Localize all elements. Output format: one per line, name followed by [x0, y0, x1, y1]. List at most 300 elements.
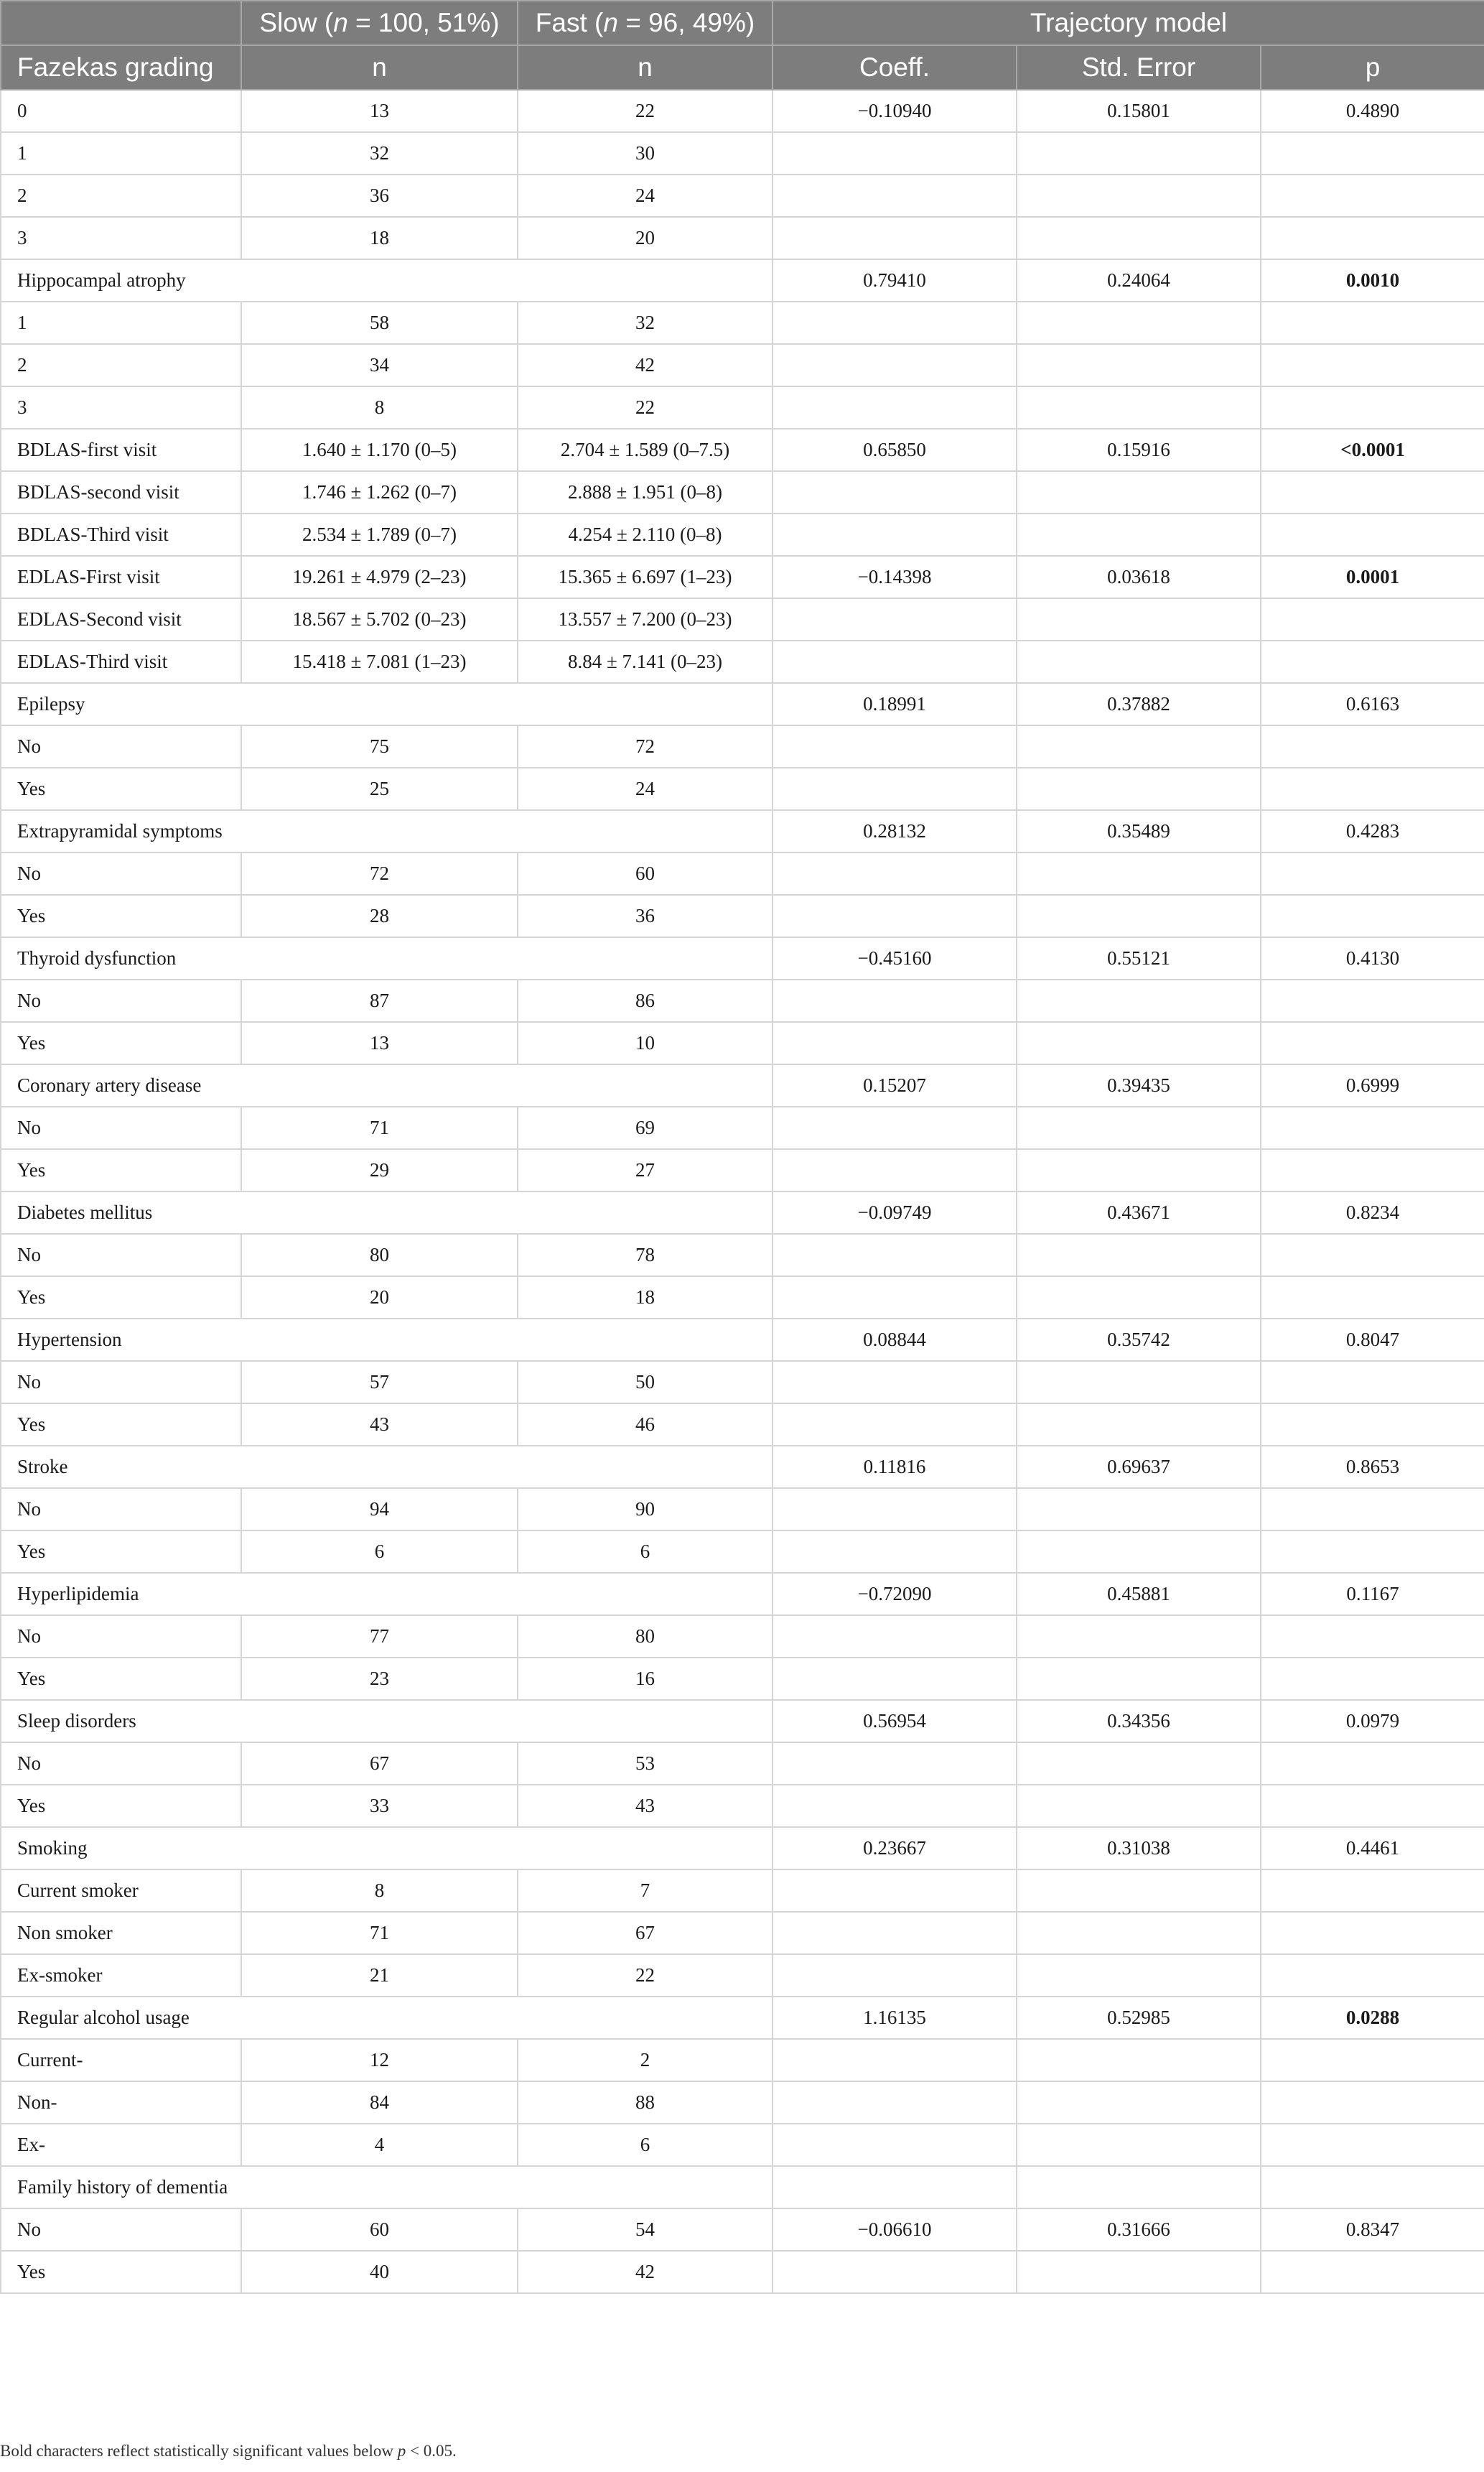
cell-se	[1017, 386, 1261, 429]
cell-coeff	[773, 514, 1017, 556]
cell-coeff	[773, 302, 1017, 344]
header-col-fast: n	[518, 45, 773, 90]
cell-se: 0.35742	[1017, 1319, 1261, 1361]
row-label: No	[1, 1742, 241, 1785]
row-label: Hyperlipidemia	[1, 1573, 773, 1615]
cell-slow: 18	[241, 217, 518, 259]
row-label: No	[1, 1361, 241, 1403]
cell-fast: 13.557 ± 7.200 (0–23)	[518, 598, 773, 641]
cell-fast: 2.888 ± 1.951 (0–8)	[518, 471, 773, 514]
cell-slow: 13	[241, 90, 518, 132]
table-section-row	[1, 683, 1484, 725]
cell-coeff	[773, 1658, 1017, 1700]
cell-coeff	[773, 2251, 1017, 2293]
header-slow-group: Slow (n = 100, 51%)	[241, 1, 518, 45]
cell-coeff: −0.72090	[773, 1573, 1017, 1615]
cell-coeff	[773, 2081, 1017, 2124]
cell-coeff	[773, 1361, 1017, 1403]
cell-se	[1017, 598, 1261, 641]
cell-fast: 18	[518, 1276, 773, 1319]
cell-coeff: 0.79410	[773, 259, 1017, 302]
row-label: EDLAS-Second visit	[1, 598, 241, 641]
cell-se	[1017, 1742, 1261, 1785]
cell-se	[1017, 895, 1261, 937]
table-row	[1, 344, 1484, 386]
row-label: BDLAS-first visit	[1, 429, 241, 471]
cell-se: 0.15801	[1017, 90, 1261, 132]
cell-coeff	[773, 1022, 1017, 1064]
cell-p: 0.8653	[1261, 1446, 1484, 1488]
cell-se: 0.15916	[1017, 429, 1261, 471]
cell-coeff	[773, 1149, 1017, 1191]
cell-fast: 32	[518, 302, 773, 344]
cell-coeff	[773, 768, 1017, 810]
cell-se	[1017, 1954, 1261, 1997]
row-label: Non-	[1, 2081, 241, 2124]
header-row-groups	[1, 1, 1484, 45]
cell-p: 0.6999	[1261, 1064, 1484, 1107]
row-label: Stroke	[1, 1446, 773, 1488]
cell-p: 0.4130	[1261, 937, 1484, 980]
row-label: 3	[1, 217, 241, 259]
cell-se	[1017, 1403, 1261, 1446]
row-label: Yes	[1, 1785, 241, 1827]
cell-fast: 22	[518, 386, 773, 429]
cell-p: 0.8347	[1261, 2208, 1484, 2251]
cell-p	[1261, 2081, 1484, 2124]
cell-se	[1017, 1658, 1261, 1700]
cell-p	[1261, 768, 1484, 810]
cell-p	[1261, 2124, 1484, 2166]
row-label: Ex-smoker	[1, 1954, 241, 1997]
cell-slow: 8	[241, 1869, 518, 1912]
table-row	[1, 1869, 1484, 1912]
cell-p: 0.0001	[1261, 556, 1484, 598]
cell-fast: 46	[518, 1403, 773, 1446]
cell-coeff	[773, 217, 1017, 259]
row-label: No	[1, 1615, 241, 1658]
cell-slow: 15.418 ± 7.081 (1–23)	[241, 641, 518, 683]
cell-fast: 86	[518, 980, 773, 1022]
row-label: Yes	[1, 1530, 241, 1573]
cell-se	[1017, 2081, 1261, 2124]
header-row-columns	[1, 45, 1484, 90]
cell-p	[1261, 1276, 1484, 1319]
row-label: 3	[1, 386, 241, 429]
cell-slow: 67	[241, 1742, 518, 1785]
cell-slow: 43	[241, 1403, 518, 1446]
cell-slow: 33	[241, 1785, 518, 1827]
header-trajectory-model: Trajectory model	[773, 1, 1484, 45]
row-label: 2	[1, 175, 241, 217]
row-label: No	[1, 852, 241, 895]
cell-slow: 80	[241, 1234, 518, 1276]
cell-slow: 72	[241, 852, 518, 895]
cell-p	[1261, 2039, 1484, 2081]
table-row	[1, 1361, 1484, 1403]
row-label: Hypertension	[1, 1319, 773, 1361]
cell-se: 0.24064	[1017, 259, 1261, 302]
cell-coeff	[773, 1403, 1017, 1446]
cell-coeff	[773, 2166, 1017, 2208]
cell-coeff	[773, 1530, 1017, 1573]
table-section-row	[1, 1997, 1484, 2039]
table-section-row	[1, 1700, 1484, 1742]
cell-p	[1261, 386, 1484, 429]
row-label: 2	[1, 344, 241, 386]
cell-coeff	[773, 2124, 1017, 2166]
cell-fast: 50	[518, 1361, 773, 1403]
table-section-row	[1, 937, 1484, 980]
table-row	[1, 980, 1484, 1022]
row-label: 1	[1, 132, 241, 175]
cell-fast: 8.84 ± 7.141 (0–23)	[518, 641, 773, 683]
table-row	[1, 1912, 1484, 1954]
cell-fast: 27	[518, 1149, 773, 1191]
cell-p	[1261, 1361, 1484, 1403]
cell-slow: 87	[241, 980, 518, 1022]
row-label: No	[1, 1234, 241, 1276]
cell-se	[1017, 132, 1261, 175]
row-label: Sleep disorders	[1, 1700, 773, 1742]
table-row	[1, 1742, 1484, 1785]
cell-coeff	[773, 2039, 1017, 2081]
cell-slow: 75	[241, 725, 518, 768]
cell-fast: 2.704 ± 1.589 (0–7.5)	[518, 429, 773, 471]
table-row	[1, 386, 1484, 429]
cell-coeff	[773, 1785, 1017, 1827]
row-label: Ex-	[1, 2124, 241, 2166]
row-label: Coronary artery disease	[1, 1064, 773, 1107]
table-body	[1, 90, 1484, 2293]
cell-se	[1017, 175, 1261, 217]
cell-p	[1261, 725, 1484, 768]
cell-fast: 69	[518, 1107, 773, 1149]
row-label: 1	[1, 302, 241, 344]
table-section-row	[1, 2166, 1484, 2208]
table-row	[1, 1530, 1484, 1573]
cell-coeff: −0.45160	[773, 937, 1017, 980]
cell-slow: 60	[241, 2208, 518, 2251]
table-row	[1, 2124, 1484, 2166]
row-label: Yes	[1, 1149, 241, 1191]
cell-se: 0.31666	[1017, 2208, 1261, 2251]
cell-se	[1017, 641, 1261, 683]
cell-coeff	[773, 1869, 1017, 1912]
row-label: Yes	[1, 1022, 241, 1064]
cell-coeff	[773, 471, 1017, 514]
cell-slow: 1.640 ± 1.170 (0–5)	[241, 429, 518, 471]
cell-p	[1261, 1912, 1484, 1954]
cell-se	[1017, 980, 1261, 1022]
table-footnote: Bold characters reflect statistically significant values below p < 0.05.	[0, 2442, 457, 2460]
cell-p: 0.8047	[1261, 1319, 1484, 1361]
cell-slow: 29	[241, 1149, 518, 1191]
cell-p	[1261, 1488, 1484, 1530]
cell-se	[1017, 768, 1261, 810]
table-row	[1, 852, 1484, 895]
table-section-row	[1, 259, 1484, 302]
cell-se	[1017, 852, 1261, 895]
cell-se	[1017, 1912, 1261, 1954]
cell-p	[1261, 1785, 1484, 1827]
cell-coeff	[773, 725, 1017, 768]
row-label: Yes	[1, 1403, 241, 1446]
cell-slow: 94	[241, 1488, 518, 1530]
table-row	[1, 1022, 1484, 1064]
row-label: No	[1, 2208, 241, 2251]
cell-p	[1261, 1658, 1484, 1700]
cell-fast: 22	[518, 1954, 773, 1997]
cell-fast: 30	[518, 132, 773, 175]
cell-p: 0.1167	[1261, 1573, 1484, 1615]
table-section-row	[1, 1573, 1484, 1615]
table-row	[1, 429, 1484, 471]
cell-se	[1017, 1488, 1261, 1530]
cell-coeff	[773, 641, 1017, 683]
row-label: No	[1, 1488, 241, 1530]
cell-coeff: 0.28132	[773, 810, 1017, 852]
row-label: Yes	[1, 2251, 241, 2293]
table-row	[1, 556, 1484, 598]
cell-coeff: 0.23667	[773, 1827, 1017, 1869]
cell-p	[1261, 132, 1484, 175]
row-label: Regular alcohol usage	[1, 1997, 773, 2039]
cell-slow: 25	[241, 768, 518, 810]
cell-coeff	[773, 1742, 1017, 1785]
row-label: Yes	[1, 1276, 241, 1319]
row-label: EDLAS-Third visit	[1, 641, 241, 683]
table-row	[1, 2251, 1484, 2293]
table-row	[1, 175, 1484, 217]
cell-p	[1261, 1954, 1484, 1997]
cell-fast: 67	[518, 1912, 773, 1954]
row-label: Thyroid dysfunction	[1, 937, 773, 980]
row-label: Diabetes mellitus	[1, 1191, 773, 1234]
row-label: Yes	[1, 768, 241, 810]
cell-slow: 1.746 ± 1.262 (0–7)	[241, 471, 518, 514]
cell-fast: 78	[518, 1234, 773, 1276]
row-label: No	[1, 980, 241, 1022]
cell-coeff	[773, 895, 1017, 937]
table-row	[1, 132, 1484, 175]
cell-se	[1017, 471, 1261, 514]
cell-slow: 13	[241, 1022, 518, 1064]
cell-p	[1261, 1149, 1484, 1191]
cell-p	[1261, 2251, 1484, 2293]
table-section-row	[1, 1827, 1484, 1869]
cell-p: 0.0979	[1261, 1700, 1484, 1742]
cell-p	[1261, 1234, 1484, 1276]
cell-se	[1017, 2166, 1261, 2208]
cell-se	[1017, 514, 1261, 556]
table-row	[1, 1785, 1484, 1827]
cell-coeff	[773, 344, 1017, 386]
cell-p: 0.0010	[1261, 259, 1484, 302]
cell-p: 0.8234	[1261, 1191, 1484, 1234]
cell-p	[1261, 1869, 1484, 1912]
cell-se	[1017, 1615, 1261, 1658]
cell-p	[1261, 514, 1484, 556]
cell-coeff	[773, 386, 1017, 429]
cell-coeff: 0.18991	[773, 683, 1017, 725]
cell-coeff	[773, 132, 1017, 175]
cell-coeff	[773, 175, 1017, 217]
cell-p	[1261, 895, 1484, 937]
cell-coeff	[773, 1615, 1017, 1658]
cell-p: 0.0288	[1261, 1997, 1484, 2039]
cell-coeff	[773, 1912, 1017, 1954]
cell-se	[1017, 1785, 1261, 1827]
table-row	[1, 217, 1484, 259]
cell-se	[1017, 302, 1261, 344]
table-section-row	[1, 1319, 1484, 1361]
cell-slow: 77	[241, 1615, 518, 1658]
row-label: Smoking	[1, 1827, 773, 1869]
cell-se	[1017, 2251, 1261, 2293]
cell-fast: 4.254 ± 2.110 (0–8)	[518, 514, 773, 556]
cell-coeff	[773, 852, 1017, 895]
table-section-row	[1, 1446, 1484, 1488]
cell-p	[1261, 598, 1484, 641]
cell-slow: 57	[241, 1361, 518, 1403]
cell-se: 0.69637	[1017, 1446, 1261, 1488]
cell-se: 0.52985	[1017, 1997, 1261, 2039]
cell-fast: 60	[518, 852, 773, 895]
cell-fast: 10	[518, 1022, 773, 1064]
cell-slow: 21	[241, 1954, 518, 1997]
cell-se	[1017, 344, 1261, 386]
row-label: No	[1, 725, 241, 768]
table-row	[1, 641, 1484, 683]
row-label: Yes	[1, 1658, 241, 1700]
table-row	[1, 2039, 1484, 2081]
cell-fast: 88	[518, 2081, 773, 2124]
cell-slow: 19.261 ± 4.979 (2–23)	[241, 556, 518, 598]
table-row	[1, 1658, 1484, 1700]
cell-coeff: −0.10940	[773, 90, 1017, 132]
cell-slow: 20	[241, 1276, 518, 1319]
cell-se	[1017, 2039, 1261, 2081]
cell-coeff: −0.09749	[773, 1191, 1017, 1234]
row-label: Yes	[1, 895, 241, 937]
table-row	[1, 1403, 1484, 1446]
table-row	[1, 1488, 1484, 1530]
row-label: Hippocampal atrophy	[1, 259, 773, 302]
cell-se: 0.37882	[1017, 683, 1261, 725]
table-row	[1, 2081, 1484, 2124]
cell-p	[1261, 344, 1484, 386]
row-label: BDLAS-second visit	[1, 471, 241, 514]
header-fast-group: Fast (n = 96, 49%)	[518, 1, 773, 45]
cell-se: 0.45881	[1017, 1573, 1261, 1615]
header-blank-cell	[1, 1, 241, 45]
cell-se	[1017, 1530, 1261, 1573]
table-row	[1, 514, 1484, 556]
cell-p	[1261, 980, 1484, 1022]
table-row	[1, 725, 1484, 768]
cell-slow: 18.567 ± 5.702 (0–23)	[241, 598, 518, 641]
cell-coeff	[773, 1234, 1017, 1276]
cell-p: 0.4461	[1261, 1827, 1484, 1869]
cell-se: 0.03618	[1017, 556, 1261, 598]
cell-p: 0.4283	[1261, 810, 1484, 852]
cell-coeff	[773, 980, 1017, 1022]
cell-fast: 54	[518, 2208, 773, 2251]
cell-se	[1017, 217, 1261, 259]
header-col-slow: n	[241, 45, 518, 90]
cell-slow: 58	[241, 302, 518, 344]
row-label: Non smoker	[1, 1912, 241, 1954]
cell-coeff: 0.08844	[773, 1319, 1017, 1361]
cell-slow: 40	[241, 2251, 518, 2293]
cell-fast: 80	[518, 1615, 773, 1658]
cell-fast: 42	[518, 2251, 773, 2293]
table-row	[1, 471, 1484, 514]
cell-coeff: −0.14398	[773, 556, 1017, 598]
cell-coeff	[773, 1954, 1017, 1997]
cell-se: 0.35489	[1017, 810, 1261, 852]
cell-coeff: 1.16135	[773, 1997, 1017, 2039]
row-label: Family history of dementia	[1, 2166, 773, 2208]
cell-slow: 8	[241, 386, 518, 429]
cell-se	[1017, 1276, 1261, 1319]
header-col-label: Fazekas grading	[1, 45, 241, 90]
cell-coeff	[773, 1276, 1017, 1319]
row-label: Current smoker	[1, 1869, 241, 1912]
cell-fast: 16	[518, 1658, 773, 1700]
cell-se	[1017, 1022, 1261, 1064]
cell-fast: 2	[518, 2039, 773, 2081]
cell-p	[1261, 1742, 1484, 1785]
cell-fast: 43	[518, 1785, 773, 1827]
table-section-row	[1, 810, 1484, 852]
row-label: EDLAS-First visit	[1, 556, 241, 598]
cell-se: 0.55121	[1017, 937, 1261, 980]
cell-p	[1261, 1403, 1484, 1446]
cell-p	[1261, 1022, 1484, 1064]
cell-p	[1261, 2166, 1484, 2208]
cell-slow: 12	[241, 2039, 518, 2081]
table-row	[1, 1107, 1484, 1149]
cell-se	[1017, 725, 1261, 768]
table-section-row	[1, 1191, 1484, 1234]
row-label: Extrapyramidal symptoms	[1, 810, 773, 852]
cell-coeff: 0.15207	[773, 1064, 1017, 1107]
cell-se: 0.34356	[1017, 1700, 1261, 1742]
cell-se: 0.39435	[1017, 1064, 1261, 1107]
cell-p	[1261, 471, 1484, 514]
cell-fast: 24	[518, 768, 773, 810]
cell-p: <0.0001	[1261, 429, 1484, 471]
cell-fast: 7	[518, 1869, 773, 1912]
cell-coeff: −0.06610	[773, 2208, 1017, 2251]
cell-p	[1261, 852, 1484, 895]
cell-se: 0.43671	[1017, 1191, 1261, 1234]
cell-se	[1017, 1869, 1261, 1912]
row-label: Epilepsy	[1, 683, 773, 725]
cell-p	[1261, 1107, 1484, 1149]
cell-fast: 36	[518, 895, 773, 937]
cell-fast: 20	[518, 217, 773, 259]
row-label: No	[1, 1107, 241, 1149]
row-label: 0	[1, 90, 241, 132]
table-row	[1, 1615, 1484, 1658]
cell-coeff: 0.56954	[773, 1700, 1017, 1742]
cell-fast: 6	[518, 2124, 773, 2166]
cell-se	[1017, 1149, 1261, 1191]
cell-slow: 6	[241, 1530, 518, 1573]
